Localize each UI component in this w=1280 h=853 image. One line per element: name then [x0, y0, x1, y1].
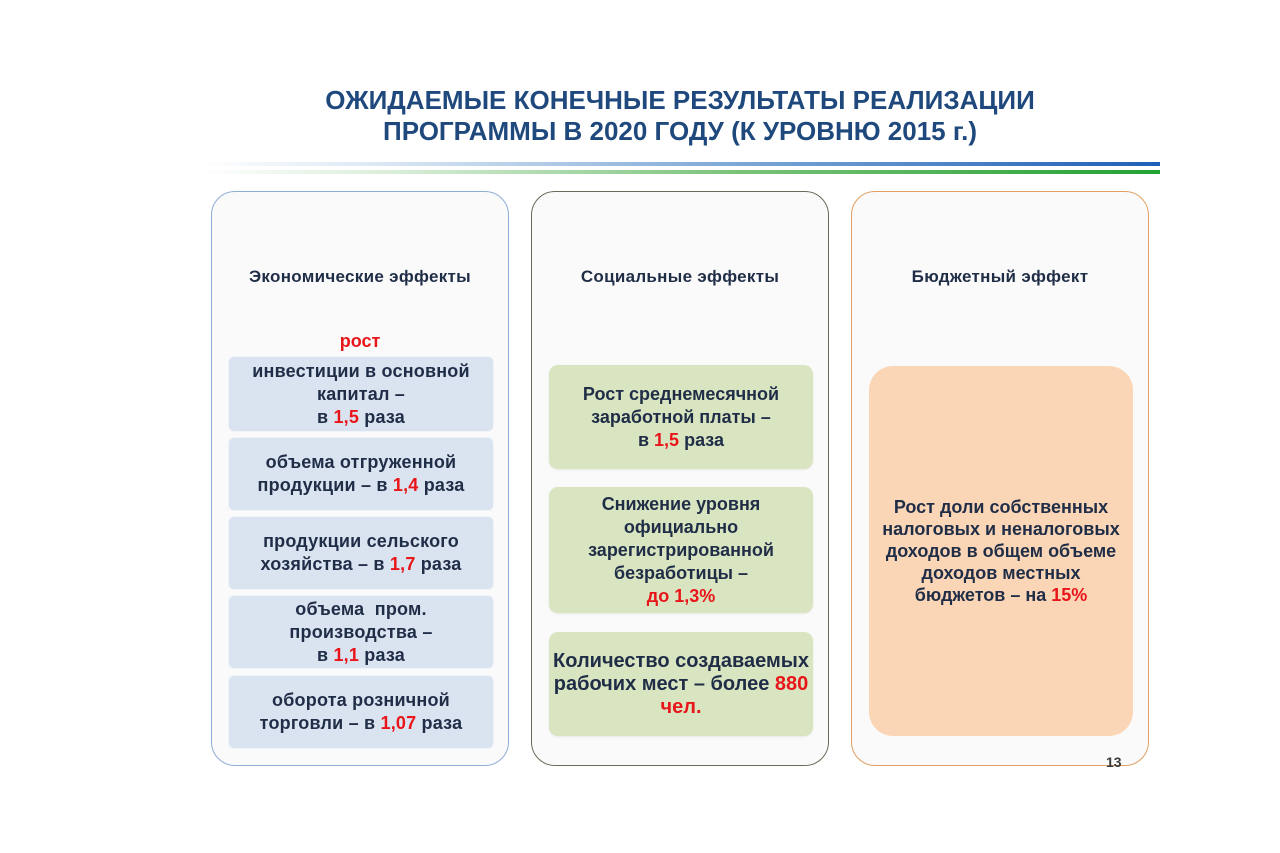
- budget-effect-heading: Бюджетный эффект: [911, 267, 1089, 286]
- social-item-text: Рост среднемесячной заработной платы –: [582, 383, 780, 427]
- econ-item-text: раза: [359, 406, 406, 427]
- econ-item-text: инвестиции в основной капитал –: [252, 360, 470, 404]
- econ-item-retail: [229, 676, 493, 748]
- social-item-value: 880 чел.: [660, 672, 809, 718]
- title-line-2: ПРОГРАММЫ В 2020 ГОДУ (К УРОВНЮ 2015 г.): [383, 116, 977, 146]
- social-item-text: в: [637, 429, 655, 450]
- social-item-value: 1,5: [654, 429, 680, 450]
- econ-item-text: раза: [418, 475, 465, 495]
- econ-item-text: раза: [359, 644, 406, 665]
- social-item-text: Количество создаваемых рабочих мест – более: [553, 649, 809, 695]
- social-item-text: Снижение уровня официально зарегистрированной безработицы –: [588, 493, 774, 583]
- growth-label: рост: [339, 331, 381, 351]
- econ-item-text: раза: [416, 713, 463, 733]
- social-effects-panel: [531, 191, 829, 766]
- budget-effect-panel: [851, 191, 1149, 766]
- econ-item-value: 1,4: [392, 475, 419, 495]
- econ-item-text: оборота розничной торговли – в: [259, 690, 450, 733]
- econ-item-value: 1,1: [333, 644, 360, 665]
- budget-item-text: Рост доли собственных налоговых и неналоговых доходов в общем объеме доходов местных бюджетов – на: [882, 497, 1120, 605]
- econ-item-shipped-products: [229, 438, 493, 510]
- title-line-1: ОЖИДАЕМЫЕ КОНЕЧНЫЕ РЕЗУЛЬТАТЫ РЕАЛИЗАЦИИ: [325, 85, 1035, 115]
- econ-item-value: 1,5: [333, 406, 360, 427]
- econ-item-text: в: [316, 406, 334, 427]
- divider-blue: [200, 162, 1160, 166]
- budget-item-tax-revenue: [869, 366, 1133, 736]
- econ-item-investment: [229, 357, 493, 431]
- economic-effects-heading: Экономические эффекты: [249, 267, 471, 286]
- econ-item-industrial: [229, 596, 493, 668]
- social-item-text: раза: [679, 429, 725, 450]
- social-item-value: до 1,3%: [646, 585, 716, 606]
- econ-item-value: 1,07: [380, 713, 417, 733]
- econ-item-text: объема пром. производства –: [289, 598, 433, 642]
- econ-item-text: объема отгруженной продукции – в: [257, 452, 457, 495]
- divider-green: [200, 170, 1160, 174]
- econ-item-text: продукции сельского хозяйства – в: [260, 531, 459, 574]
- econ-item-text: раза: [415, 554, 462, 574]
- slide-title: [200, 85, 1160, 147]
- social-item-unemployment: [549, 487, 813, 613]
- economic-effects-panel: [211, 191, 509, 766]
- social-item-wages: [549, 365, 813, 469]
- budget-item-value: 15%: [1051, 585, 1088, 605]
- page-number: 13: [1106, 754, 1122, 770]
- social-item-jobs: [549, 632, 813, 736]
- social-effects-heading: Социальные эффекты: [580, 267, 780, 286]
- econ-item-value: 1,7: [389, 554, 416, 574]
- econ-item-agriculture: [229, 517, 493, 589]
- econ-item-text: в: [316, 644, 334, 665]
